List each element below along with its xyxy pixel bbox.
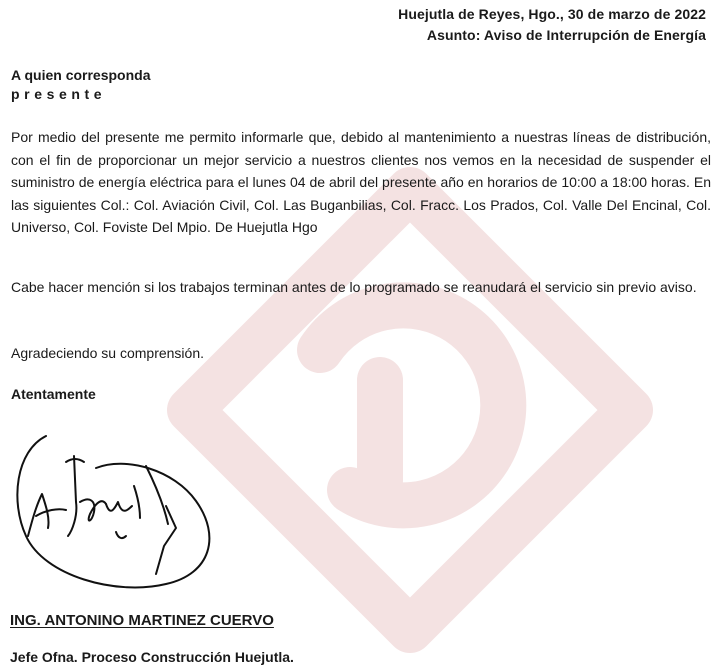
signer-name: ING. ANTONINO MARTINEZ CUERVO [10, 612, 274, 629]
body-paragraph-2: Cabe hacer mención si los trabajos terminan antes de lo programado se reanudará el servicio sin previo aviso. [11, 279, 697, 295]
place-date: Huejutla de Reyes, Hgo., 30 de marzo de 2022 [398, 6, 706, 22]
presente: presente [11, 86, 107, 102]
closing: Atentamente [11, 386, 96, 402]
body-paragraph-3: Agradeciendo su comprensión. [11, 345, 205, 361]
salutation: A quien corresponda [11, 67, 151, 83]
signer-role: Jefe Ofna. Proceso Construcción Huejutla. [10, 649, 294, 665]
subject-line: Asunto: Aviso de Interrupción de Energía [426, 27, 706, 43]
handwritten-signature-icon [6, 406, 246, 606]
letter-header [398, 4, 706, 46]
body-paragraph-1: Por medio del presente me permito informarle que, debido al mantenimiento a nuestras líneas de distribución, con el fin de proporcionar un mejor servicio a nuestros clientes nos vemos en la necesidad de suspender el suministro de energía eléctrica para el lunes 04 de abril del presente año en horarios de 10:00 a 18:00 horas. En las siguientes Col.: Col. Aviación Civil, Col. Las Buganbilias, Col. Fracc. Los Prados, Col. Valle Del Encinal, Col. Universo, Col. Foviste Del Mpio. De Huejutla Hgo [11, 129, 711, 235]
salutation-block [11, 66, 151, 104]
